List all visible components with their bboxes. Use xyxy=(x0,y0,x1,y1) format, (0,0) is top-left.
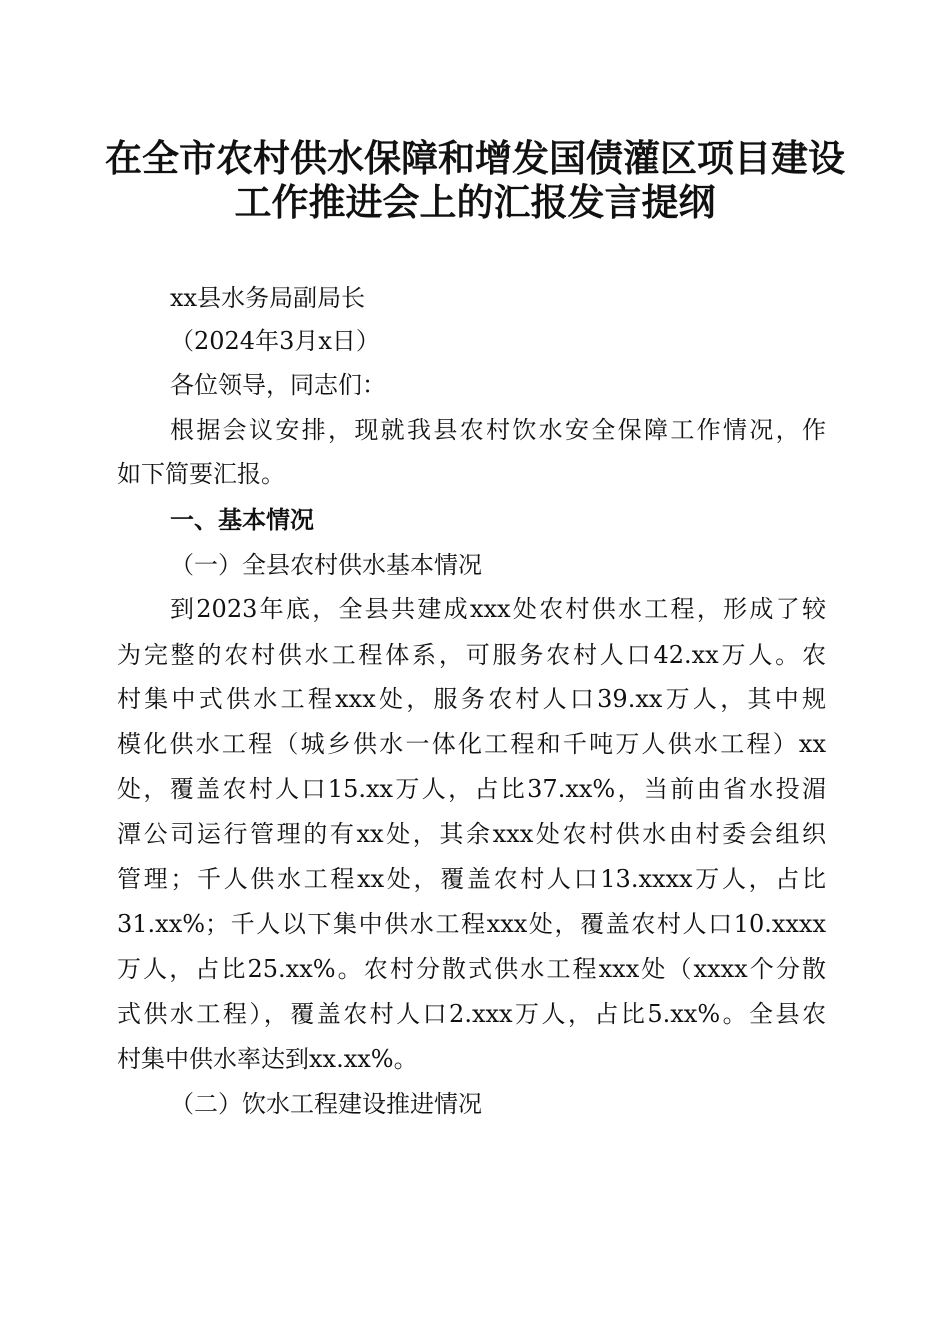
paragraph-line: 为完整的农村供水工程体系，可服务农村人口42.xx万人。农 xyxy=(117,641,826,669)
paragraph-line: 式供水工程），覆盖农村人口2.xxx万人，占比5.xx%。全县农 xyxy=(117,1000,826,1028)
paragraph-line: 到2023年底，全县共建成xxx处农村供水工程，形成了较 xyxy=(170,595,826,623)
date-line: （2024年3月x日） xyxy=(170,327,380,355)
subsection-heading: （二）饮水工程建设推进情况 xyxy=(170,1090,482,1118)
greeting-line: 各位领导，同志们： xyxy=(170,371,386,399)
section-heading: 一、基本情况 xyxy=(170,506,314,534)
document-title-line-1: 在全市农村供水保障和增发国债灌区项目建设 xyxy=(105,136,845,180)
paragraph-line: 31.xx%；千人以下集中供水工程xxx处，覆盖农村人口10.xxxx xyxy=(117,910,826,938)
intro-line: 如下简要汇报。 xyxy=(117,460,285,488)
intro-line: 根据会议安排，现就我县农村饮水安全保障工作情况，作 xyxy=(170,416,826,444)
paragraph-line: 处，覆盖农村人口15.xx万人，占比37.xx%，当前由省水投湄 xyxy=(117,775,826,803)
author-line: xx县水务局副局长 xyxy=(170,284,366,312)
paragraph-line: 模化供水工程（城乡供水一体化工程和千吨万人供水工程）xx xyxy=(117,730,826,758)
subsection-heading: （一）全县农村供水基本情况 xyxy=(170,551,482,579)
paragraph-line: 管理；千人供水工程xx处，覆盖农村人口13.xxxx万人，占比 xyxy=(117,865,826,893)
paragraph-line: 万人，占比25.xx%。农村分散式供水工程xxx处（xxxx个分散 xyxy=(117,955,826,983)
document-title-line-2: 工作推进会上的汇报发言提纲 xyxy=(234,180,716,224)
paragraph-line: 村集中式供水工程xxx处，服务农村人口39.xx万人，其中规 xyxy=(117,685,826,713)
paragraph-line: 村集中供水率达到xx.xx%。 xyxy=(117,1045,418,1073)
paragraph-line: 潭公司运行管理的有xx处，其余xxx处农村供水由村委会组织 xyxy=(117,820,826,848)
